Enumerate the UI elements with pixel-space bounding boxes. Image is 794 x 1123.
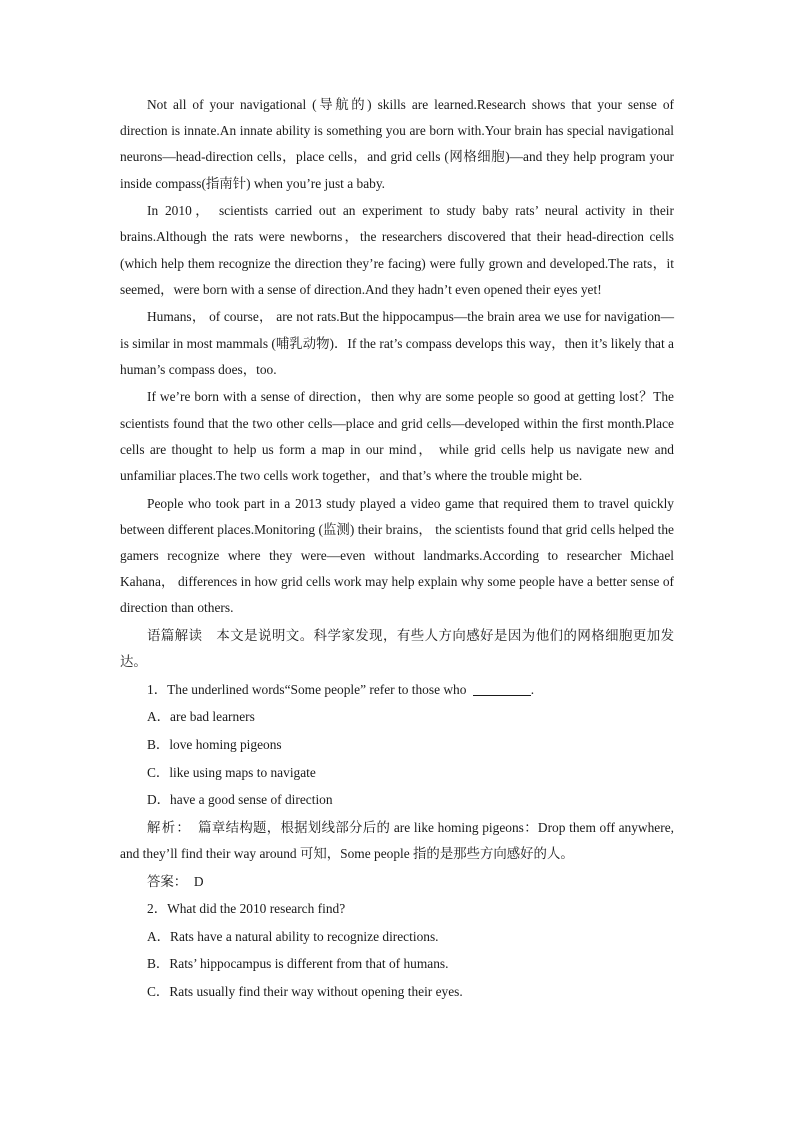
- passage-paragraph-1: Not all of your navigational (导航的) skills are learned.Research shows that your sense of direction is innate.An innate ability is something you are born with.Your brain has special navigational neurons—head-direction cells，place cells，and grid cells (网格细胞)—and they help program your inside compass(指南针) when you’re just a baby.: [120, 97, 674, 191]
- question-1-analysis: [120, 815, 674, 867]
- question-1-option-b: B．love homing pigeons: [147, 737, 282, 752]
- question-1-text: 1．The underlined words“Some people” refer to those who: [147, 681, 467, 697]
- passage-paragraph-3: Humans， of course， are not rats.But the hippocampus—the brain area we use for navigation—is similar in most mammals (哺乳动物)．If the rat’s compass develops this way，then it’s likely that a human’s compass does，too.: [120, 309, 674, 377]
- question-2-option-b: B．Rats’ hippocampus is different from that of humans.: [147, 956, 449, 972]
- question-2-stem: 2．What did the 2010 research find?: [147, 901, 346, 917]
- passage-paragraph-4: If we’re born with a sense of direction，then why are some people so good at getting lost？The scientists found that the two other cells—place and grid cells—developed within the first month.Place cells are thought to help us form a map in our mind， while grid cells help us navigate new and unfamiliar places.The two cells work together，and that’s where the trouble might be.: [120, 389, 674, 484]
- question-1-stem: [120, 677, 674, 703]
- passage-summary: [120, 623, 674, 675]
- summary-text: 本文是说明文。科学家发现，有些人方向感好是因为他们的网格细胞更加发达。: [120, 628, 675, 670]
- question-1-stem-end: .: [530, 681, 535, 697]
- document-page: [120, 92, 674, 1007]
- analysis-text: 篇章结构题，根据划线部分后的 are like homing pigeons：Drop them off anywhere, and they’ll find their way around 可知，Some people 指的是那些方向感好的人。: [120, 819, 674, 861]
- question-2-option-a: A．Rats have a natural ability to recognize directions.: [147, 928, 439, 944]
- question-1-option-c: C．like using maps to navigate: [147, 764, 316, 780]
- summary-label: 语篇解读: [147, 628, 203, 644]
- passage-paragraph-5: People who took part in a 2013 study played a video game that required them to travel quickly between different places.Monitoring (监测) their brains， the scientists found that grid cells helped the gamers recognize where they were—even without landmarks.According to researcher Michael Kahana， differences in how grid cells work may help explain why some people have a better sense of direction than others.: [120, 495, 674, 616]
- question-1-answer: [120, 869, 674, 895]
- answer-label: 答案：: [147, 873, 181, 889]
- answer-value: D: [193, 873, 204, 889]
- analysis-label: 解析：: [147, 819, 185, 835]
- answer-blank: [473, 681, 531, 696]
- passage-paragraph-2: In 2010， scientists carried out an experiment to study baby rats’ neural activity in their brains.Although the rats were newborns，the researchers discovered that their head-direction cells (which help them recognize the direction they’re facing) were fully grown and developed.The rats，it seemed，were born with a sense of direction.And they hadn’t even opened their eyes yet!: [120, 203, 674, 297]
- question-1-option-d: D．have a good sense of direction: [147, 792, 333, 808]
- question-1-option-a: A．are bad learners: [147, 709, 255, 725]
- question-2-option-c: C．Rats usually find their way without opening their eyes.: [147, 983, 463, 999]
